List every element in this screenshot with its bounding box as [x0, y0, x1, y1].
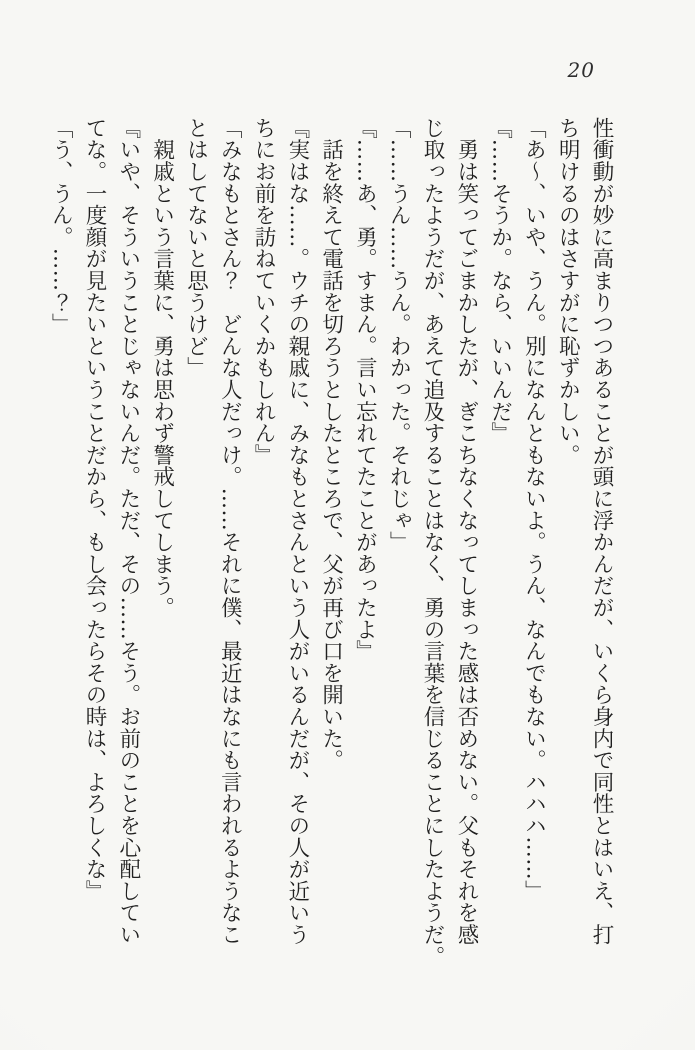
text-line: 「あ～、いや、うん。別になんともないよ。うん、なんでもない。ハハハ……」 — [521, 117, 547, 902]
text-line: 親戚という言葉に、勇は思わず警戒してしまう。 — [149, 117, 175, 619]
text-line: 「う、うん。……？」 — [48, 117, 74, 335]
text-line: 勇は笑ってごまかしたが、ぎこちなくなってしまった感は否めない。父もそれを感 — [453, 117, 479, 946]
text-line: 話を終えて電話を切ろうとしたところで、父が再び口を開いた。 — [318, 117, 344, 771]
text-line: とはしてないと思うけど」 — [183, 117, 209, 379]
text-line: ちにお前を訪ねていくかもしれん』 — [251, 117, 277, 466]
vertical-text-block — [43, 117, 618, 997]
text-line: 『実はな……。ウチの親戚に、みなもとさんという人がいるんだが、その人が近いう — [284, 117, 310, 946]
text-line: 「みなもとさん？ どんな人だっけ。……それに僕、最近はなにも言われるようなこ — [217, 117, 243, 946]
text-line: 性衝動が妙に高まりつつあることが頭に浮かんだが、いくら身内で同性とはいえ、打 — [589, 117, 614, 946]
text-line: 『……あ、勇。すまん。言い忘れてたことがあったよ』 — [352, 117, 378, 662]
text-line: てな。一度顔が見たいということだから、もし会ったらその時は、よろしくな』 — [82, 117, 108, 902]
text-line: 「……うん……うん。わかった。それじゃ」 — [386, 117, 412, 553]
text-line: 『いや、そういうことじゃないんだ。ただ、その……そう。お前のことを心配してい — [115, 117, 141, 946]
text-line: ち明けるのはさすがに恥ずかしい。 — [555, 117, 581, 466]
text-line: じ取ったようだが、あえて追及することはなく、勇の言葉を信じることにしたようだ。 — [420, 117, 446, 968]
text-line: 『……そうか。なら、いいんだ』 — [487, 117, 513, 444]
page-number: 20 — [567, 58, 595, 82]
